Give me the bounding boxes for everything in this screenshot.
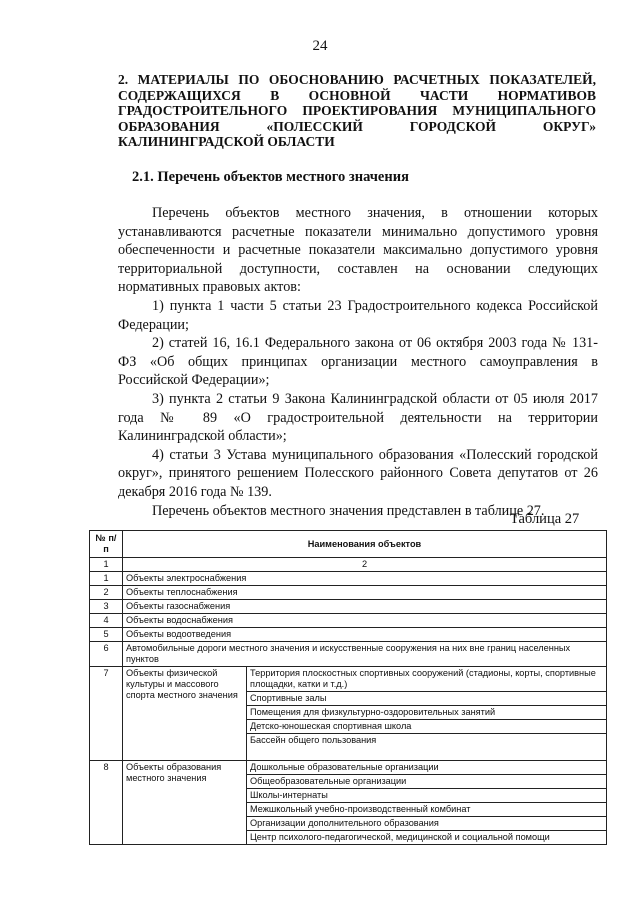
- group-item: Бассейн общего пользования: [250, 735, 377, 745]
- group-items: [247, 667, 607, 761]
- group-items: [247, 761, 607, 845]
- column-number-2: 2: [123, 558, 607, 572]
- objects-table: [89, 530, 607, 845]
- table-header-row: [90, 531, 607, 558]
- row-name: Объекты теплоснабжения: [123, 586, 607, 600]
- table-row: [90, 628, 607, 642]
- row-name: Объекты газоснабжения: [123, 600, 607, 614]
- row-num: 7: [90, 667, 123, 761]
- table-group-row-education: [90, 761, 607, 845]
- paragraph-item-1: 1) пункта 1 части 5 статьи 23 Градостроительного кодекса Российской Федерации;: [118, 297, 598, 333]
- row-num: 6: [90, 642, 123, 667]
- body-text: [118, 204, 598, 520]
- row-num: 3: [90, 600, 123, 614]
- row-num: 5: [90, 628, 123, 642]
- group-name: Объекты образования местного значения: [123, 761, 247, 845]
- group-item: Спортивные залы: [247, 692, 606, 706]
- group-item: Общеобразовательные организации: [247, 775, 606, 789]
- row-num: 4: [90, 614, 123, 628]
- table-row: [90, 642, 607, 667]
- header-num: № п/п: [90, 531, 123, 558]
- section-heading: 2. МАТЕРИАЛЫ ПО ОБОСНОВАНИЮ РАСЧЕТНЫХ ПОКАЗАТЕЛЕЙ, СОДЕРЖАЩИХСЯ В ОСНОВНОЙ ЧАСТИ НОРМАТИВОВ ГРАДОСТРОИТЕЛЬНОГО ПРОЕКТИРОВАНИЯ МУНИЦИПАЛЬНОГО ОБРАЗОВАНИЯ «ПОЛЕССКИЙ ГОРОДСКОЙ ОКРУГ» КАЛИНИНГРАДСКОЙ ОБЛАСТИ: [118, 72, 596, 149]
- group-item: Дошкольные образовательные организации: [247, 761, 606, 775]
- row-name: Объекты электроснабжения: [123, 572, 607, 586]
- group-item: Центр психолого-педагогической, медицинской и социальной помощи: [250, 832, 550, 842]
- row-name: Объекты водоснабжения: [123, 614, 607, 628]
- table-row: [90, 572, 607, 586]
- header-name: Наименования объектов: [123, 531, 607, 558]
- paragraph-intro: Перечень объектов местного значения, в отношении которых устанавливаются расчетные показатели минимально допустимого уровня обеспеченности и расчетные показатели максимально допустимого уровня территориальной доступности, составлен на основании следующих нормативных правовых актов:: [118, 205, 598, 296]
- group-item: Организации дополнительного образования: [247, 817, 606, 831]
- row-num: 1: [90, 572, 123, 586]
- table-group-row-sport: [90, 667, 607, 761]
- row-num: 2: [90, 586, 123, 600]
- row-name: Объекты водоотведения: [123, 628, 607, 642]
- group-item: Межшкольный учебно-производственный комбинат: [247, 803, 606, 817]
- table-row: [90, 586, 607, 600]
- group-item: Территория плоскостных спортивных сооружений (стадионы, корты, спортивные площадки, катки и т.д.): [247, 667, 606, 692]
- row-name: Автомобильные дороги местного значения и искусственные сооружения на них вне границ населенных пунктов: [123, 642, 607, 667]
- page-number: 24: [312, 38, 328, 54]
- table-row: [90, 614, 607, 628]
- paragraph-item-3: 3) пункта 2 статьи 9 Закона Калининградской области от 05 июля 2017 года № 89 «О градостроительной деятельности на территории Калининградской области»;: [118, 390, 598, 445]
- table-caption: Таблица 27: [510, 511, 580, 527]
- subsection-heading: 2.1. Перечень объектов местного значения: [132, 169, 409, 185]
- paragraph-item-4: 4) статьи 3 Устава муниципального образования «Полесский городской округ», принятого решением Полесского районного Совета депутатов от 26 декабря 2016 года № 139.: [118, 446, 598, 500]
- row-num: 8: [90, 761, 123, 845]
- group-item: Помещения для физкультурно-оздоровительных занятий: [247, 706, 606, 720]
- paragraph-item-2: 2) статей 16, 16.1 Федерального закона от 06 октября 2003 года № 131-ФЗ «Об общих принципах организации местного самоуправления в Российской Федерации»;: [118, 335, 598, 389]
- column-number-row: [90, 558, 607, 572]
- column-number-1: 1: [90, 558, 123, 572]
- table-row: [90, 600, 607, 614]
- group-name: Объекты физической культуры и массового спорта местного значения: [123, 667, 247, 761]
- group-item: Детско-юношеская спортивная школа: [247, 720, 606, 734]
- paragraph-table-ref: Перечень объектов местного значения представлен в таблице 27.: [152, 502, 545, 519]
- group-item: Школы-интернаты: [247, 789, 606, 803]
